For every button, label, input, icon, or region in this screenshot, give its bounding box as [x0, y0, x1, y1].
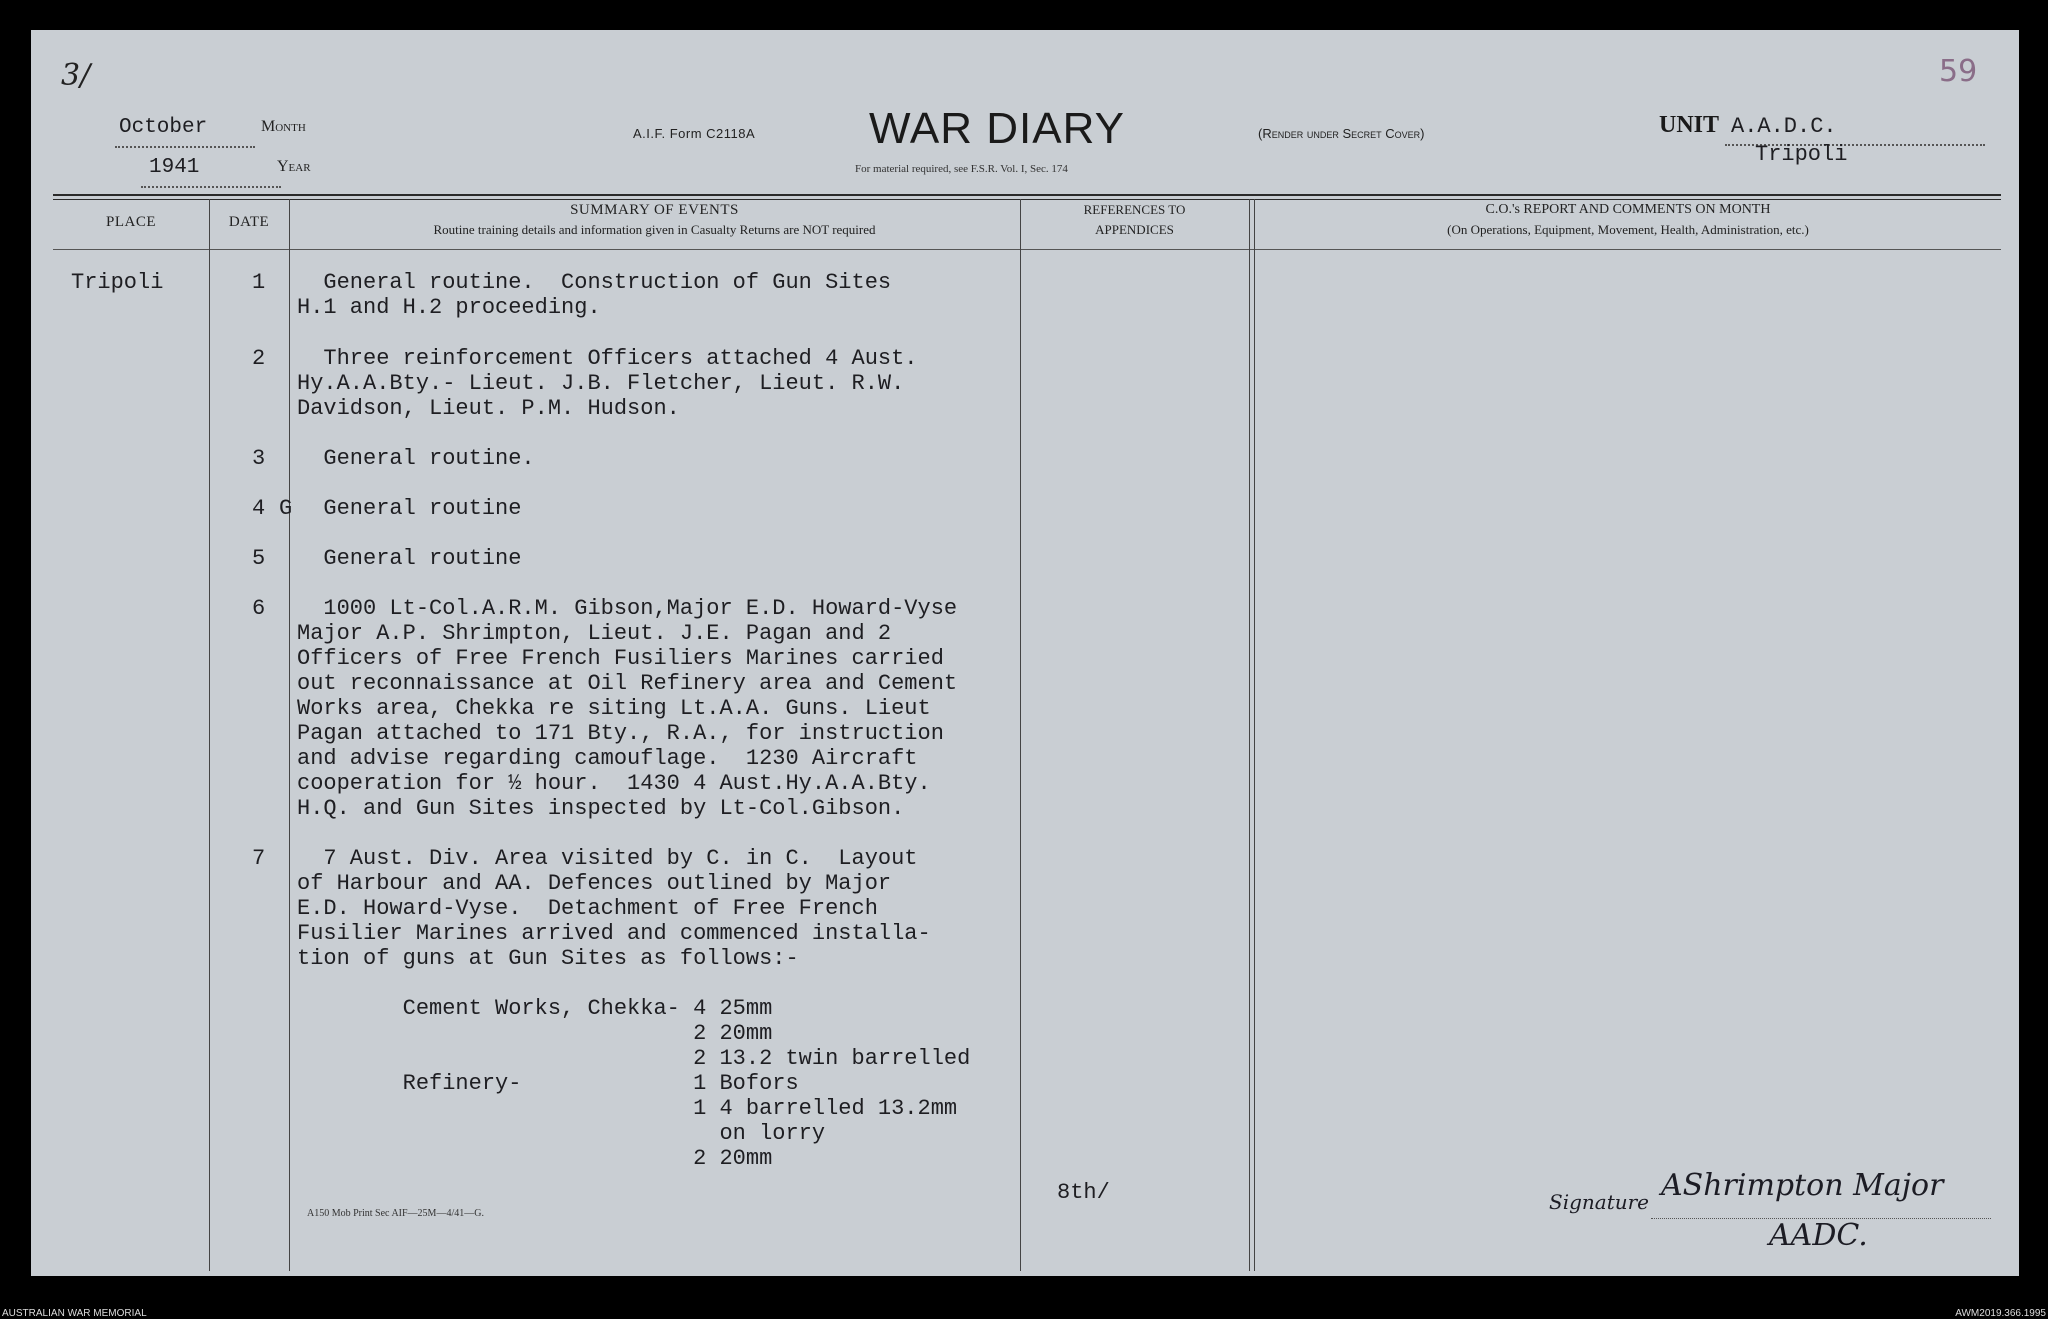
- entry-line: out reconnaissance at Oil Refinery area and Cement: [297, 671, 958, 696]
- column-header-place: [53, 212, 209, 233]
- month-label: Month: [261, 118, 306, 135]
- continuation-note: 8th/: [1057, 1180, 1110, 1205]
- entry-line: General routine: [297, 496, 522, 521]
- year-field: [141, 156, 281, 188]
- gun-site-line: 1 4 barrelled 13.2mm: [297, 1096, 958, 1121]
- month-value: October: [119, 116, 208, 139]
- entry-line: Fusilier Marines arrived and commenced installa-: [297, 921, 931, 946]
- gun-site-line: Cement Works, Chekka- 4 25mm: [297, 996, 773, 1021]
- header-bottom-rule: [53, 249, 2001, 250]
- entry-date: 3: [252, 446, 266, 471]
- gun-site-line: Refinery- 1 Bofors: [297, 1071, 799, 1096]
- col-divider-date: [289, 199, 290, 1271]
- form-label: A.I.F. Form C2118A: [633, 126, 756, 141]
- page-number: 59: [1939, 54, 1978, 89]
- entry-line: General routine.: [297, 446, 535, 471]
- entry-line: 7 Aust. Div. Area visited by C. in C. Layout: [297, 846, 918, 871]
- column-header-report-label: C.O.'s REPORT AND COMMENTS ON MONTH: [1485, 202, 1771, 217]
- entry-date: 5: [252, 546, 266, 571]
- entry-line: General routine. Construction of Gun Sites: [297, 270, 892, 295]
- column-header-date-label: DATE: [228, 214, 270, 230]
- year-label: Year: [277, 158, 311, 175]
- entry-line: H.Q. and Gun Sites inspected by Lt-Col.Gibson.: [297, 796, 905, 821]
- col-divider-place: [209, 199, 210, 1271]
- entry-date: 7: [252, 846, 266, 871]
- column-header-summary: [289, 200, 1020, 240]
- entry-date: 6: [252, 596, 266, 621]
- entry-date: 4: [252, 496, 266, 521]
- entry-line: and advise regarding camouflage. 1230 Aircraft: [297, 746, 918, 771]
- diary-sheet: [31, 30, 2019, 1276]
- print-code: A150 Mob Print Sec AIF—25M—4/41—G.: [307, 1208, 484, 1219]
- column-header-date: [209, 212, 289, 233]
- page-title: WAR DIARY: [869, 104, 1125, 153]
- footer-left: AUSTRALIAN WAR MEMORIAL: [2, 1308, 147, 1319]
- gun-site-line: 2 20mm: [297, 1021, 773, 1046]
- entry-mark: G: [279, 496, 293, 521]
- page-subtitle: For material required, see F.S.R. Vol. I, Sec. 174: [855, 163, 1068, 175]
- entry-date: 1: [252, 270, 266, 295]
- table-top-rule: [53, 194, 2001, 196]
- place-value: Tripoli: [71, 270, 164, 295]
- archive-footer: [0, 1276, 2048, 1319]
- column-header-references-label: REFERENCES TO: [1083, 202, 1186, 217]
- month-field: [115, 116, 255, 148]
- entry-line: Officers of Free French Fusiliers Marines carried: [297, 646, 944, 671]
- column-header-report-sub: (On Operations, Equipment, Movement, Health, Administration, etc.): [1447, 222, 1809, 237]
- column-header-references-sub: APPENDICES: [1095, 222, 1174, 237]
- gun-site-line: on lorry: [297, 1121, 826, 1146]
- entry-line: H.1 and H.2 proceeding.: [297, 295, 601, 320]
- column-header-report: [1255, 200, 2001, 240]
- column-header-references: [1020, 200, 1249, 240]
- column-header-summary-label: SUMMARY OF EVENTS: [570, 202, 739, 218]
- entry-line: cooperation for ½ hour. 1430 4 Aust.Hy.A.A.Bty.: [297, 771, 931, 796]
- entry-line: E.D. Howard-Vyse. Detachment of Free French: [297, 896, 878, 921]
- entry-line: 1000 Lt-Col.A.R.M. Gibson,Major E.D. Howard-Vyse: [297, 596, 958, 621]
- entry-line: Hy.A.A.Bty.- Lieut. J.B. Fletcher, Lieut. R.W.: [297, 371, 905, 396]
- entry-line: of Harbour and AA. Defences outlined by Major: [297, 871, 892, 896]
- entry-line: Major A.P. Shrimpton, Lieut. J.E. Pagan and 2: [297, 621, 892, 646]
- unit-location: Tripoli: [1755, 142, 1848, 167]
- unit-value: A.A.D.C.: [1731, 114, 1837, 139]
- col-divider-summary: [1020, 199, 1021, 1271]
- year-value: 1941: [149, 156, 200, 179]
- column-header-summary-sub: Routine training details and information given in Casualty Returns are NOT required: [433, 222, 876, 237]
- signature-name: AShrimpton Major: [1661, 1168, 1944, 1203]
- entry-line: General routine: [297, 546, 522, 571]
- corner-marks: 3/: [61, 58, 91, 93]
- entry-date: 2: [252, 346, 266, 371]
- entry-line: Works area, Chekka re siting Lt.A.A. Guns. Lieut: [297, 696, 931, 721]
- signature-label: Signature: [1549, 1190, 1650, 1214]
- col-divider-references-2: [1254, 199, 1255, 1271]
- entry-line: tion of guns at Gun Sites as follows:-: [297, 946, 799, 971]
- gun-site-line: 2 13.2 twin barrelled: [297, 1046, 971, 1071]
- secret-cover-note: (Render under Secret Cover): [1258, 126, 1425, 141]
- column-header-place-label: PLACE: [105, 214, 156, 230]
- entry-line: Davidson, Lieut. P.M. Hudson.: [297, 396, 680, 421]
- entry-line: Three reinforcement Officers attached 4 Aust.: [297, 346, 918, 371]
- unit-label: UNIT: [1659, 112, 1720, 138]
- gun-site-line: 2 20mm: [297, 1146, 773, 1171]
- entry-line: Pagan attached to 171 Bty., R.A., for instruction: [297, 721, 944, 746]
- signature-unit: AADC.: [1769, 1218, 1868, 1253]
- footer-right: AWM2019.366.1995: [1955, 1308, 2046, 1319]
- col-divider-references-1: [1249, 199, 1250, 1271]
